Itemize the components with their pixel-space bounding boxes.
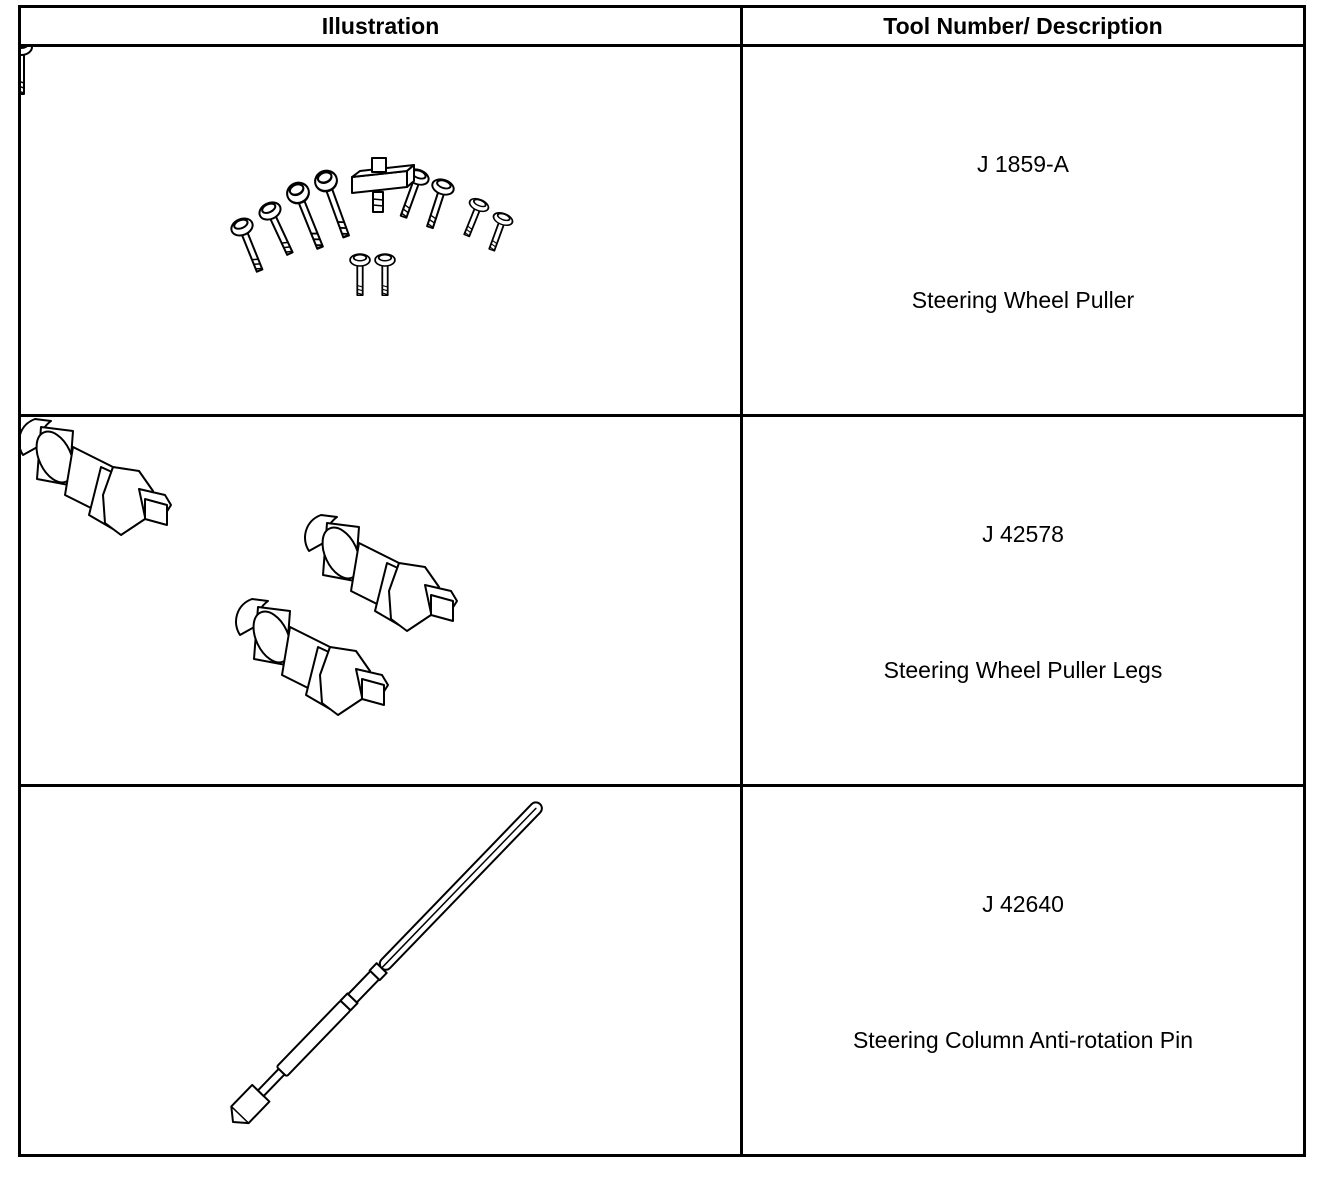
table-row [20, 46, 1305, 416]
description-cell [742, 786, 1305, 1156]
table-row [20, 786, 1305, 1156]
bolt-part [375, 254, 395, 295]
illustration-cell [20, 416, 742, 786]
illustration-header: Illustration [20, 7, 742, 46]
table-row [20, 416, 1305, 786]
tool-description-header: Tool Number/ Description [742, 7, 1305, 46]
description-cell [742, 46, 1305, 416]
tool-table [18, 5, 1306, 1157]
steering-wheel-puller-icon [21, 47, 740, 414]
description-cell [742, 416, 1305, 786]
bolt-part [312, 168, 356, 240]
puller-leg-part [236, 599, 388, 715]
tool-description: Steering Wheel Puller Legs [883, 657, 1163, 683]
illustration-cell [20, 46, 742, 416]
bolt-part [257, 199, 300, 258]
bolt-part [482, 210, 514, 253]
puller-leg-part [305, 515, 457, 631]
bolt-part [229, 215, 270, 274]
tool-number: J 1859-A [976, 151, 1070, 177]
anti-rotation-pin-icon [21, 787, 740, 1154]
tool-description: Steering Wheel Puller [911, 287, 1135, 313]
tool-number: J 42578 [982, 521, 1064, 547]
illustration-cell [20, 786, 742, 1156]
bolt-part [457, 196, 490, 239]
bolt-part [350, 254, 370, 295]
puller-legs-icon [21, 417, 740, 784]
header-row [20, 7, 1305, 46]
tool-description: Steering Column Anti-rotation Pin [852, 1027, 1194, 1053]
tool-number: J 42640 [982, 891, 1064, 917]
